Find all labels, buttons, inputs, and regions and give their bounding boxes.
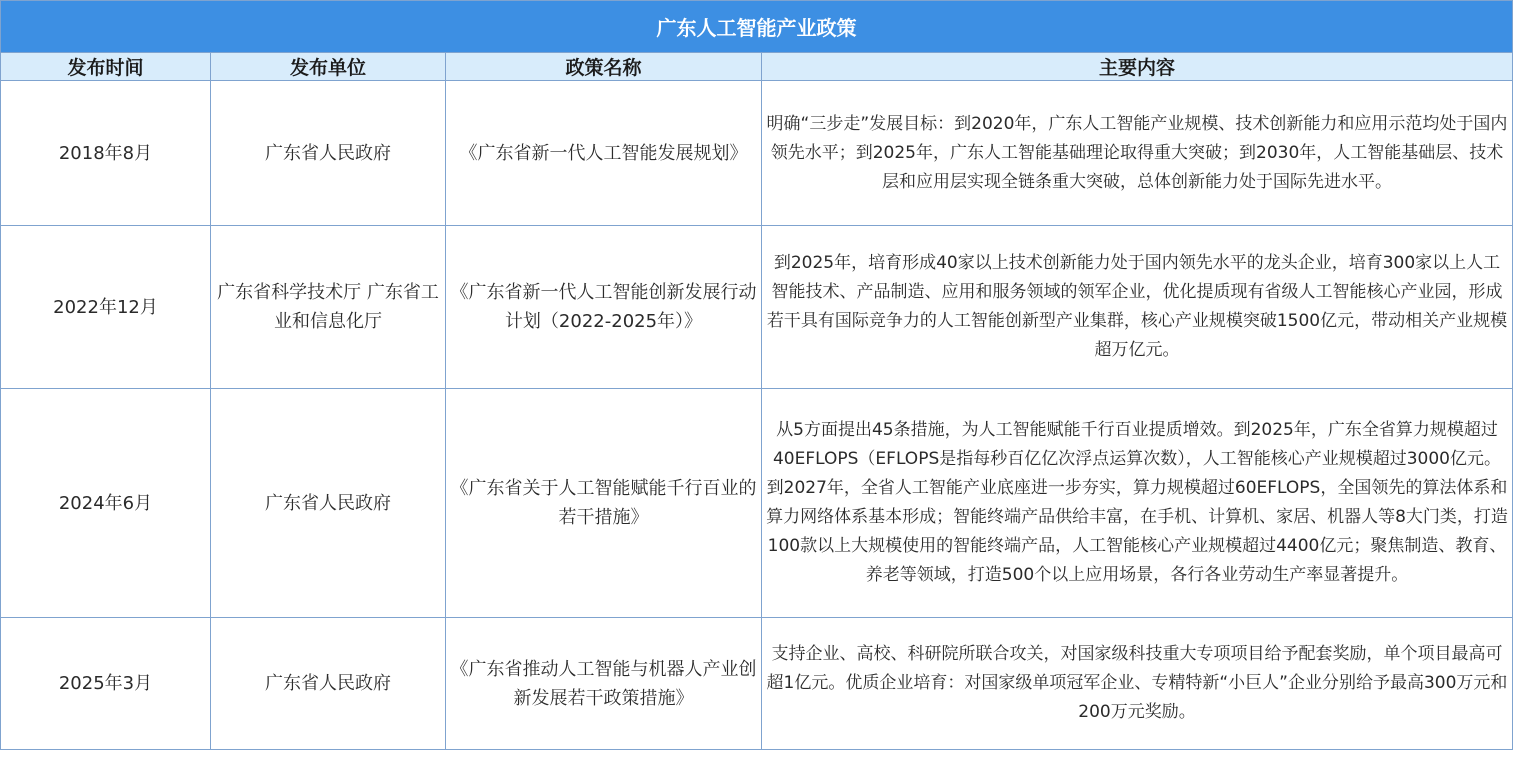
header-date: 发布时间 <box>1 53 211 81</box>
row-date: 2018年8月 <box>1 81 211 226</box>
table-row <box>1 389 1513 618</box>
bottom-margin <box>0 751 1512 758</box>
table-row <box>1 226 1513 389</box>
row-policy-name: 《广东省关于人工智能赋能千行百业的若干措施》 <box>446 389 762 618</box>
row-content: 支持企业、高校、科研院所联合攻关，对国家级科技重大专项项目给予配套奖励，单个项目最高可超1亿元。优质企业培育：对国家级单项冠军企业、专精特新“小巨人”企业分别给予最高300万元和200万元奖励。 <box>762 618 1513 750</box>
row-org: 广东省人民政府 <box>211 81 446 226</box>
row-content: 从5方面提出45条措施，为人工智能赋能千行百业提质增效。到2025年，广东全省算力规模超过40EFLOPS（EFLOPS是指每秒百亿亿次浮点运算次数），人工智能核心产业规模超过3000亿元。到2027年，全省人工智能产业底座进一步夯实，算力规模超过60EFLOPS，全国领先的算法体系和算力网络体系基本形成；智能终端产品供给丰富，在手机、计算机、家居、机器人等8大门类，打造100款以上大规模使用的智能终端产品，人工智能核心产业规模超过4400亿元；聚焦制造、教育、养老等领域，打造500个以上应用场景，各行各业劳动生产率显著提升。 <box>762 389 1513 618</box>
row-date: 2024年6月 <box>1 389 211 618</box>
table-title: 广东人工智能产业政策 <box>1 1 1513 53</box>
row-date: 2022年12月 <box>1 226 211 389</box>
header-name: 政策名称 <box>446 53 762 81</box>
table-row <box>1 618 1513 750</box>
row-content: 到2025年，培育形成40家以上技术创新能力处于国内领先水平的龙头企业，培育300家以上人工智能技术、产品制造、应用和服务领域的领军企业，优化提质现有省级人工智能核心产业园，形成若干具有国际竞争力的人工智能创新型产业集群，核心产业规模突破1500亿元，带动相关产业规模超万亿元。 <box>762 226 1513 389</box>
row-org: 广东省科学技术厅 广东省工业和信息化厅 <box>211 226 446 389</box>
row-org: 广东省人民政府 <box>211 618 446 750</box>
row-content: 明确“三步走”发展目标：到2020年，广东人工智能产业规模、技术创新能力和应用示范均处于国内领先水平；到2025年，广东人工智能基础理论取得重大突破；到2030年，人工智能基础层、技术层和应用层实现全链条重大突破，总体创新能力处于国际先进水平。 <box>762 81 1513 226</box>
table-header-row <box>1 53 1513 81</box>
row-date: 2025年3月 <box>1 618 211 750</box>
header-content: 主要内容 <box>762 53 1513 81</box>
row-policy-name: 《广东省新一代人工智能创新发展行动计划（2022-2025年）》 <box>446 226 762 389</box>
table-title-row <box>1 1 1513 53</box>
row-policy-name: 《广东省新一代人工智能发展规划》 <box>446 81 762 226</box>
row-policy-name: 《广东省推动人工智能与机器人产业创新发展若干政策措施》 <box>446 618 762 750</box>
table-row <box>1 81 1513 226</box>
row-org: 广东省人民政府 <box>211 389 446 618</box>
header-org: 发布单位 <box>211 53 446 81</box>
